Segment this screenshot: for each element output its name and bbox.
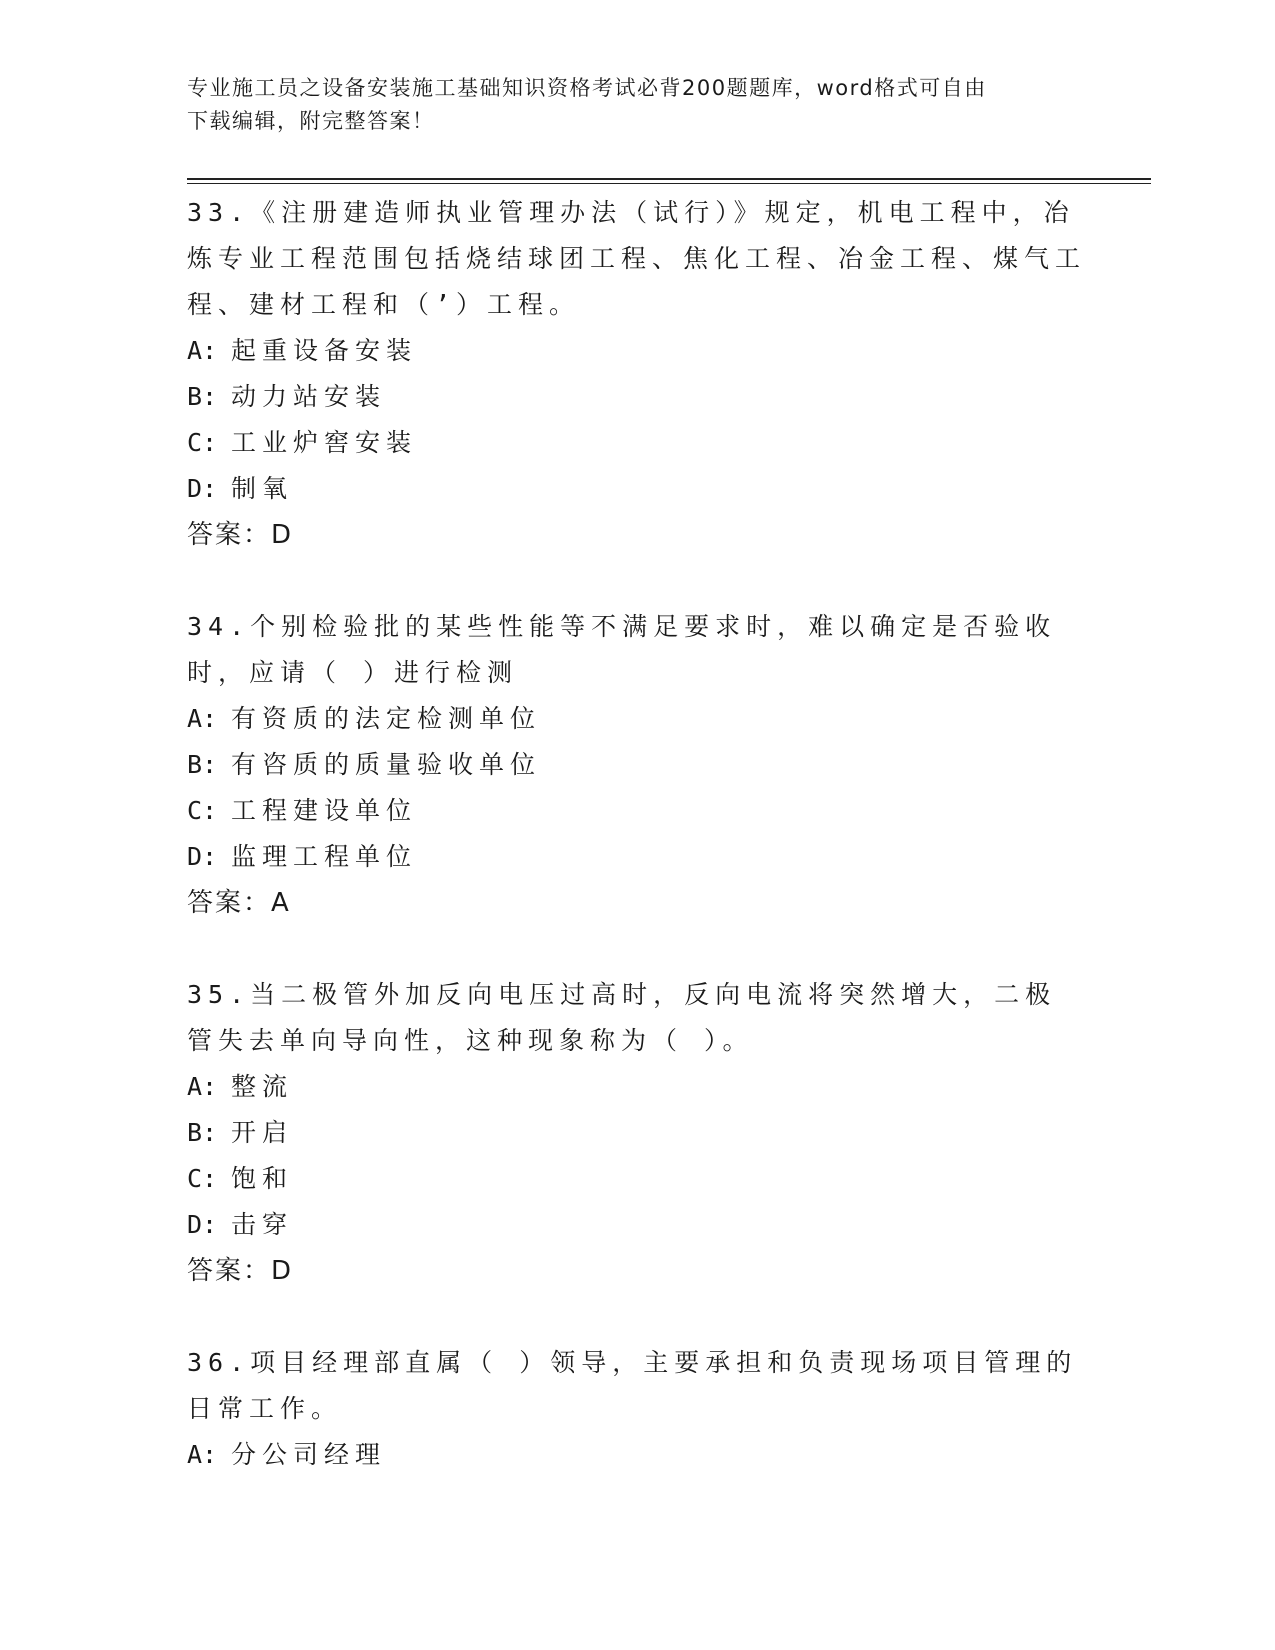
- option-letter: A:: [187, 1440, 218, 1469]
- option-letter: A:: [187, 1072, 218, 1101]
- option-b: [187, 374, 1087, 420]
- option-text: 工程建设单位: [231, 796, 418, 825]
- document-header: [187, 72, 1067, 138]
- question-stem: 35.当二极管外加反向电压过高时，反向电流将突然增大，二极管失去单向导向性，这种现象称为（ ）。: [187, 980, 1057, 1055]
- answer-label: 答案：D: [187, 520, 294, 550]
- question-stem: 33.《注册建造师执业管理办法（试行）》规定，机电工程中，冶炼专业工程范围包括烧结球团工程、焦化工程、冶金工程、煤气工程、建材工程和（’）工程。: [187, 198, 1087, 319]
- option-a: [187, 1432, 1087, 1478]
- option-letter: A:: [187, 704, 218, 733]
- option-text: 有咨质的质量验收单位: [231, 750, 542, 779]
- option-text: 工业炉窖安装: [231, 428, 418, 457]
- option-text: 击穿: [231, 1210, 294, 1239]
- option-letter: A:: [187, 336, 218, 365]
- question-34: [187, 604, 1087, 926]
- question-36: [187, 1340, 1087, 1478]
- header-line-1: 专业施工员之设备安装施工基础知识资格考试必背200题题库，word格式可自由: [187, 76, 987, 100]
- header-line-2: 下载编辑，附完整答案！: [187, 109, 435, 133]
- option-a: [187, 1064, 1087, 1110]
- header-divider-thick: [187, 178, 1151, 180]
- option-b: [187, 1110, 1087, 1156]
- option-letter: D:: [187, 842, 218, 871]
- option-letter: B:: [187, 1118, 218, 1147]
- option-text: 分公司经理: [231, 1440, 387, 1469]
- option-letter: B:: [187, 750, 218, 779]
- option-letter: B:: [187, 382, 218, 411]
- option-c: [187, 788, 1087, 834]
- option-text: 饱和: [231, 1164, 294, 1193]
- option-letter: C:: [187, 428, 218, 457]
- option-d: [187, 466, 1087, 512]
- option-b: [187, 742, 1087, 788]
- option-a: [187, 696, 1087, 742]
- question-33: [187, 190, 1087, 558]
- option-c: [187, 1156, 1087, 1202]
- option-letter: D:: [187, 474, 218, 503]
- question-35: [187, 972, 1087, 1294]
- option-text: 制氧: [231, 474, 294, 503]
- option-letter: C:: [187, 1164, 218, 1193]
- header-divider-thin: [187, 183, 1151, 184]
- option-text: 整流: [231, 1072, 294, 1101]
- option-text: 监理工程单位: [231, 842, 418, 871]
- option-d: [187, 834, 1087, 880]
- question-list: [187, 190, 1087, 1524]
- answer-label: 答案：D: [187, 1256, 294, 1286]
- option-d: [187, 1202, 1087, 1248]
- option-letter: C:: [187, 796, 218, 825]
- option-text: 开启: [231, 1118, 294, 1147]
- option-a: [187, 328, 1087, 374]
- option-text: 起重设备安装: [231, 336, 418, 365]
- option-text: 有资质的法定检测单位: [231, 704, 542, 733]
- option-c: [187, 420, 1087, 466]
- option-letter: D:: [187, 1210, 218, 1239]
- question-stem: 34.个别检验批的某些性能等不满足要求时，难以确定是否验收时，应请（ ）进行检测: [187, 612, 1057, 687]
- option-text: 动力站安装: [231, 382, 387, 411]
- question-stem: 36.项目经理部直属（ ）领导，主要承担和负责现场项目管理的日常工作。: [187, 1348, 1078, 1423]
- answer-label: 答案：A: [187, 888, 291, 918]
